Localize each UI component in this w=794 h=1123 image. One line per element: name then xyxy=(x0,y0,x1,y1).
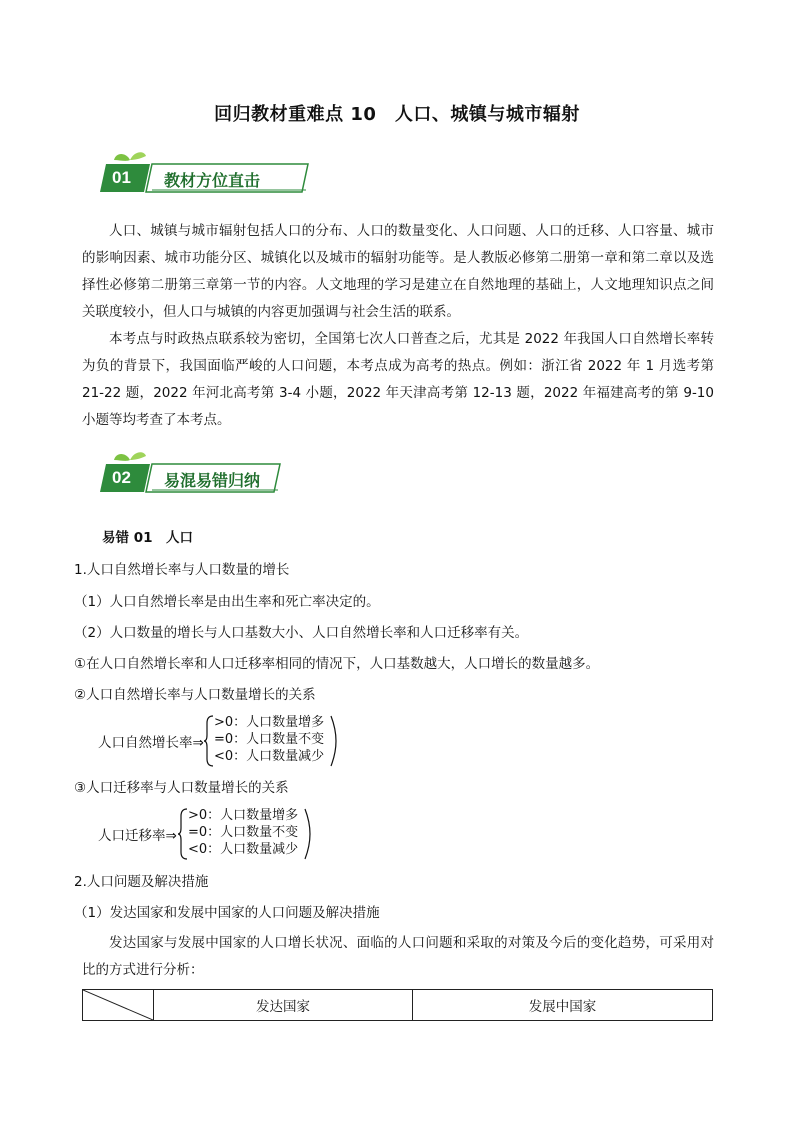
heading-1: 1.人口自然增长率与人口数量的增长 xyxy=(74,562,290,578)
badge-label: 教材方位直击 xyxy=(164,171,261,190)
formula-migration xyxy=(98,805,358,861)
sub-item-2: （2）人口数量的增长与人口基数大小、人口自然增长率和人口迁移率有关。 xyxy=(74,625,529,641)
page-title: 回归教材重难点 10 人口、城镇与城市辐射 xyxy=(214,104,580,125)
comparison-paragraph: 发达国家与发展中国家的人口增长状况、面临的人口问题和采取的对策及今后的变化趋势，可采用对比的方式进行分析： xyxy=(82,935,714,978)
circled-item-2: ②人口自然增长率与人口数量增长的关系 xyxy=(74,687,316,703)
formula-natural-growth xyxy=(98,712,358,768)
table-header-developing: 发展中国家 xyxy=(413,990,713,1021)
circled-item-1: ①在人口自然增长率和人口迁移率相同的情况下，人口基数越大，人口增长的数量越多。 xyxy=(74,656,600,672)
section-badge-01 xyxy=(100,150,320,194)
circled-item-3: ③人口迁移率与人口数量增长的关系 xyxy=(74,780,289,796)
formula-case: =0：人口数量不变 xyxy=(188,825,299,840)
section-badge-02 xyxy=(100,450,320,494)
heading-2: 2.人口问题及解决措施 xyxy=(74,874,209,890)
diagonal-line xyxy=(83,990,153,1020)
sub-item-3: （1）发达国家和发展中国家的人口问题及解决措施 xyxy=(74,905,380,921)
badge-number: 02 xyxy=(112,468,131,487)
formula-case: >0：人口数量增多 xyxy=(214,715,325,730)
intro-paragraph: 人口、城镇与城市辐射包括人口的分布、人口的数量变化、人口问题、人口的迁移、人口容量、城市的影响因素、城市功能分区、城镇化以及城市的辐射功能等。是人教版必修第二册第一章和第二章以及选择性必修第二册第三章第一节的内容。人文地理的学习是建立在自然地理的基础上，人文地理知识点之间关联度较小，但人口与城镇的内容更加强调与社会生活的联系。 xyxy=(82,223,714,320)
table-header-developed: 发达国家 xyxy=(154,990,413,1021)
comparison-intro xyxy=(82,930,714,984)
badge-number: 01 xyxy=(112,168,131,187)
intro-text xyxy=(82,218,714,434)
error-heading: 易错 01 人口 xyxy=(102,530,193,546)
left-brace xyxy=(178,808,188,860)
formula-left: 人口自然增长率⇒ xyxy=(98,735,204,751)
table-corner-cell xyxy=(83,990,154,1021)
badge-label: 易混易错归纳 xyxy=(164,471,261,490)
intro-paragraph: 本考点与时政热点联系较为密切，全国第七次人口普查之后，尤其是 2022 年我国人口自然增长率转为负的背景下，我国面临严峻的人口问题，本考点成为高考的热点。例如：浙江省 2022 年 1 月选考第 21-22 题，2022 年河北高考第 3-4 小题，2022 年天津高考第 12-13 题，2022 年福建高考的第 9-10 小题等均考查了本考点。 xyxy=(82,331,714,428)
formula-case: >0：人口数量增多 xyxy=(188,808,299,823)
leaf-icon xyxy=(130,452,146,460)
right-paren xyxy=(330,715,338,767)
comparison-table xyxy=(82,989,713,1021)
formula-case: <0：人口数量减少 xyxy=(214,749,325,764)
leaf-icon xyxy=(114,154,130,161)
sub-item-1: （1）人口自然增长率是由出生率和死亡率决定的。 xyxy=(74,594,380,610)
left-brace xyxy=(204,715,214,767)
leaf-icon xyxy=(130,152,146,160)
right-paren xyxy=(304,808,312,860)
leaf-icon xyxy=(114,454,130,461)
formula-case: =0：人口数量不变 xyxy=(214,732,325,747)
formula-case: <0：人口数量减少 xyxy=(188,842,299,857)
formula-left: 人口迁移率⇒ xyxy=(98,828,177,844)
table-header-row xyxy=(83,990,713,1021)
